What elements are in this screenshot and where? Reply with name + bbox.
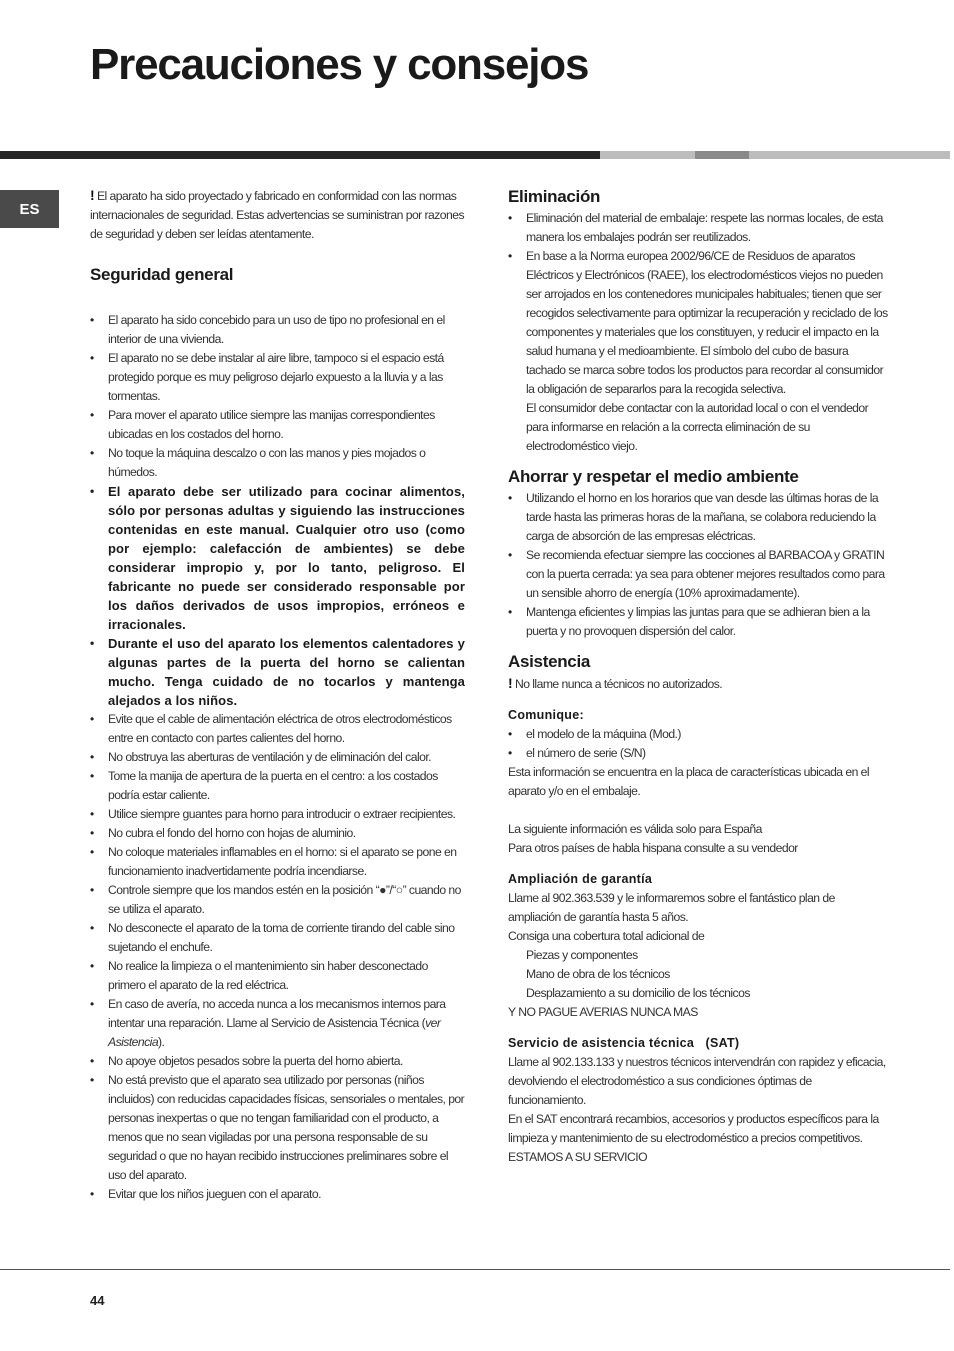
list-item: • Tome la manija de apertura de la puerta en el centro: a los costados podría estar caliente. — [90, 767, 465, 805]
page-number: 44 — [90, 1293, 105, 1308]
list-item: • No coloque materiales inflamables en el horno: si el aparato se pone en funcionamiento inadvertidamente podría incendiarse. — [90, 843, 465, 881]
list-item: • No apoye objetos pesados sobre la puerta del horno abierta. — [90, 1052, 465, 1071]
list-item: • Controle siempre que los mandos estén en la posición “●”/“○” cuando no se utiliza el aparato. — [90, 881, 465, 919]
asistencia-reference: ver Asistencia — [108, 1016, 441, 1049]
sat-text: Llame al 902.133.133 y nuestros técnicos intervendrán con rapidez y eficacia, devolviendo el electrodoméstico a sus condiciones óptimas de funcionamiento. — [508, 1055, 886, 1107]
asistencia-warning: ! No llame nunca a técnicos no autorizados. — [508, 675, 723, 691]
list-item: • No cubra el fondo del horno con hojas de aluminio. — [90, 824, 465, 843]
list-item: • No está previsto que el aparato sea utilizado por personas (niños incluidos) con reducidas capacidades físicas, sensoriales o mentales, por personas inexpertas o que no tengan familiaridad con el producto, a menos que no sean vigiladas por una persona responsable de su seguridad o que no hayan recibido instrucciones preliminares sobre el uso del aparato. — [90, 1071, 465, 1185]
spain-notice-2: Para otros países de habla hispana consulte a su vendedor — [508, 841, 798, 855]
cobertura-item: Piezas y componentes — [526, 948, 638, 962]
header-rule-light — [600, 151, 695, 159]
list-item: • Evite que el cable de alimentación eléctrica de otros electrodomésticos entre en contacto con partes calientes del horno. — [90, 710, 465, 748]
heading-eliminacion: Eliminación — [508, 187, 601, 206]
list-item: • No desconecte el aparato de la toma de corriente tirando del cable sino sujetando el enchufe. — [90, 919, 465, 957]
heading-seguridad: Seguridad general — [90, 265, 234, 284]
warning-mark: ! — [90, 187, 95, 203]
ahorrar-list — [508, 489, 888, 641]
list-item: • Evitar que los niños jueguen con el aparato. — [90, 1185, 465, 1204]
comunique-list — [508, 725, 888, 763]
heading-ahorrar: Ahorrar y respetar el medio ambiente — [508, 467, 799, 486]
sat-label: Servicio de asistencia técnica (SAT) — [508, 1036, 740, 1050]
left-column — [90, 186, 465, 1204]
ampliacion-label: Ampliación de garantía — [508, 872, 653, 886]
cobertura-text: Consiga una cobertura total adicional de — [508, 929, 705, 943]
comunique-label: Comunique: — [508, 708, 584, 722]
list-item: • En base a la Norma europea 2002/96/CE de Residuos de aparatos Eléctricos y Electrónicos (RAEE), los electrodomésticos viejos no pueden ser arrojados en los contenedores municipales habituales; tienen que ser recogidos selectivamente para optimizar la recuperación y reciclado de los componentes y materiales que los constituyen, y reducir el impacto en la salud humana y el medioambiente. El símbolo del cubo de basura tachado se marca sobre todos los productos para recordar al consumidor la obligación de separarlos para la recogida selectiva. — [508, 247, 888, 399]
no-pague-text: Y NO PAGUE AVERIAS NUNCA MAS — [508, 1005, 698, 1019]
cobertura-item: Mano de obra de los técnicos — [526, 967, 670, 981]
spain-notice-1: La siguiente información es válida solo para España — [508, 822, 762, 836]
list-item-bold: • Durante el uso del aparato los elementos calentadores y algunas partes de la puerta del horno se calientan mucho. Tenga cuidado de no tocarlos y mantenga alejados a los niños. — [90, 634, 465, 710]
list-item: • El aparato ha sido concebido para un uso de tipo no profesional en el interior de una vivienda. — [90, 311, 465, 349]
header-rule-light-end — [749, 151, 950, 159]
language-tab: ES — [0, 190, 59, 228]
cobertura-item: Desplazamiento a su domicilio de los técnicos — [526, 986, 750, 1000]
list-item: • No realice la limpieza o el mantenimiento sin haber desconectado primero el aparato de la red eléctrica. — [90, 957, 465, 995]
header-rule-dark — [0, 151, 600, 159]
list-item: • No toque la máquina descalzo o con las manos y pies mojados o húmedos. — [90, 444, 465, 482]
seguridad-list — [90, 311, 465, 1204]
eliminacion-list — [508, 209, 888, 399]
list-item: • En caso de avería, no acceda nunca a los mecanismos internos para intentar una reparación. Llame al Servicio de Asistencia Técnica (ver Asistencia). — [90, 995, 465, 1052]
warning-mark: ! — [508, 675, 513, 691]
footer-rule — [0, 1269, 950, 1270]
heading-asistencia: Asistencia — [508, 652, 591, 671]
list-item: • Utilice siempre guantes para horno para introducir o extraer recipientes. — [90, 805, 465, 824]
header-rule — [0, 151, 950, 159]
right-column — [508, 186, 888, 1167]
list-item: • Mantenga eficientes y limpias las juntas para que se adhieran bien a la puerta y no provoquen dispersión del calor. — [508, 603, 888, 641]
servicio-text: ESTAMOS A SU SERVICIO — [508, 1150, 648, 1164]
list-item: • Utilizando el horno en los horarios que van desde las últimas horas de la tarde hasta las primeras horas de la mañana, se colabora reduciendo la carga de absorción de las empresas eléctricas. — [508, 489, 888, 546]
list-item-bold: • El aparato debe ser utilizado para cocinar alimentos, sólo por personas adultas y siguiendo las instrucciones contenidas en este manual. Cualquier otro uso (como por ejemplo: calefacción de ambientes) se debe considerar impropio y, por lo tanto, peligroso. El fabricante no puede ser considerado responsable por los daños derivados de usos impropios, erróneos e irracionales. — [90, 482, 465, 634]
list-item: • No obstruya las aberturas de ventilación y de eliminación del calor. — [90, 748, 465, 767]
list-item: • Se recomienda efectuar siempre las cocciones al BARBACOA y GRATIN con la puerta cerrada: ya sea para obtener mejores resultados como para un sensible ahorro de energía (10% aproximadamente). — [508, 546, 888, 603]
list-item: • Eliminación del material de embalaje: respete las normas locales, de esta manera los embalajes podrán ser reutilizados. — [508, 209, 888, 247]
list-item: • El aparato no se debe instalar al aire libre, tampoco si el espacio está protegido porque es muy peligroso dejarlo expuesto a la lluvia y a las tormentas. — [90, 349, 465, 406]
intro-paragraph: ! El aparato ha sido proyectado y fabricado en conformidad con las normas internacionales de seguridad. Estas advertencias se suministran por razones de seguridad y deben ser leídas atentamente. — [90, 187, 465, 241]
page-title: Precauciones y consejos — [90, 40, 589, 89]
sat-text: En el SAT encontrará recambios, accesorios y productos específicos para la limpieza y mantenimiento de su electrodoméstico a precios competitivos. — [508, 1112, 879, 1145]
list-item: • el número de serie (S/N) — [508, 744, 888, 763]
list-item: • el modelo de la máquina (Mod.) — [508, 725, 888, 744]
placa-info: Esta información se encuentra en la placa de características ubicada en el aparato y/o en el embalaje. — [508, 765, 870, 798]
header-rule-mid — [695, 151, 749, 159]
eliminacion-note: El consumidor debe contactar con la autoridad local o con el vendedor para informarse en relación a la correcta eliminación de su electrodoméstico viejo. — [526, 401, 869, 453]
list-item: • Para mover el aparato utilice siempre las manijas correspondientes ubicadas en los costados del horno. — [90, 406, 465, 444]
ampliacion-text: Llame al 902.363.539 y le informaremos sobre el fantástico plan de ampliación de garantía hasta 5 años. — [508, 891, 835, 924]
